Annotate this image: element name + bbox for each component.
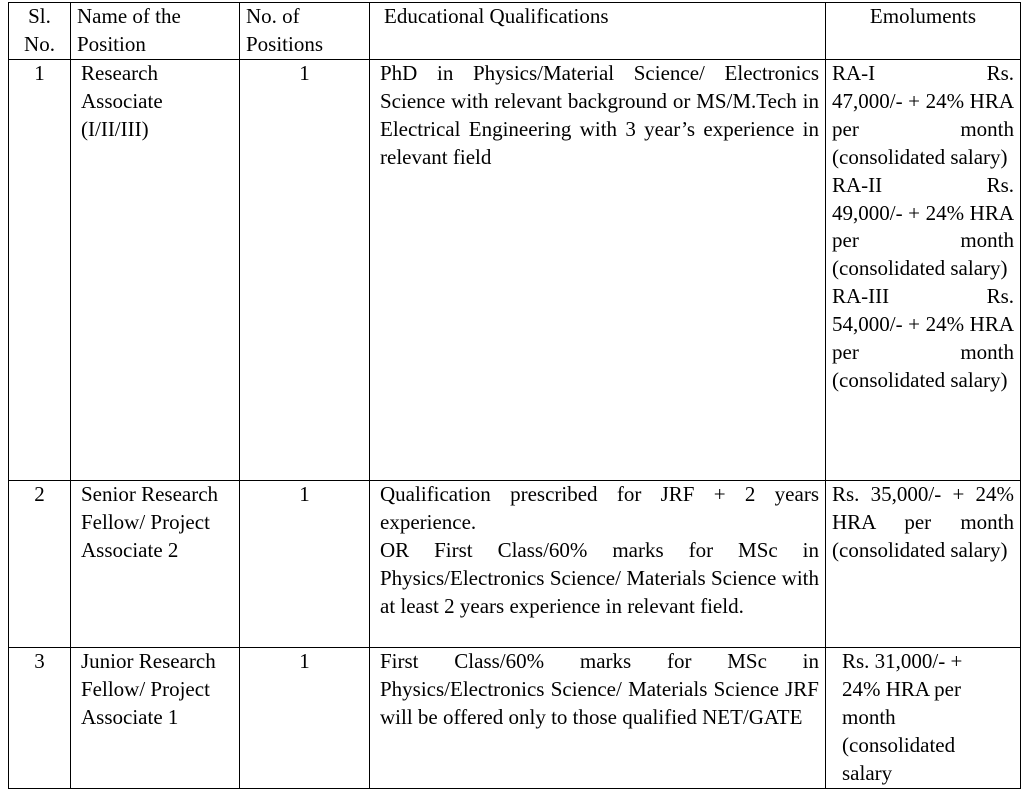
positions-table: [8, 2, 1021, 789]
row-qualifications: [370, 60, 826, 481]
emolument-entry-ra-i: [832, 60, 1014, 172]
header-emoluments: Emoluments: [826, 3, 1021, 60]
emolument-detail: 47,000/- + 24% HRA per month (consolidated salary): [832, 88, 1014, 169]
emolument-currency: Rs.: [986, 61, 1014, 85]
header-number-of-positions: No. of Positions: [240, 3, 370, 60]
row-number-of-positions: 1: [240, 481, 370, 648]
row-position-name: Junior Research Fellow/ Project Associate 1: [71, 648, 240, 789]
header-educational-qualifications: Educational Qualifications: [370, 3, 826, 60]
emolument-currency: Rs.: [986, 172, 1014, 197]
table-row: [9, 60, 1021, 481]
row-emoluments: Rs. 35,000/- + 24% HRA per month (consolidated salary): [826, 481, 1021, 648]
row-qualifications: [370, 648, 826, 789]
qualification-paragraph: First Class/60% marks for MSc in Physics/Electronics Science/ Materials Science JRF will be offered only to those qualified NET/GATE: [380, 649, 819, 729]
emolument-entry-ra-ii: [832, 172, 1014, 284]
row-sl-no: 3: [9, 648, 71, 789]
row-position-name: Research Associate (I/II/III): [71, 60, 240, 481]
row-number-of-positions: 1: [240, 648, 370, 789]
table-row: [9, 481, 1021, 648]
row-qualifications: [370, 481, 826, 648]
emolument-detail: 54,000/- + 24% HRA per month (consolidated salary): [832, 312, 1014, 392]
qualification-paragraph: PhD in Physics/Material Science/ Electronics Science with relevant background or MS/M.Tech in Electrical Engineering with 3 year’s experience in relevant field: [380, 61, 819, 169]
row-emoluments: Rs. 31,000/- + 24% HRA per month (consolidated salary: [826, 648, 1021, 789]
emolument-grade: RA-II: [832, 172, 883, 197]
emolument-currency: Rs.: [986, 284, 1014, 309]
table-row: [9, 648, 1021, 789]
emolument-grade: RA-III: [832, 284, 890, 309]
qualification-paragraph: OR First Class/60% marks for MSc in Physics/Electronics Science/ Materials Science with at least 2 years experience in relevant field.: [380, 537, 819, 618]
header-position-name: Name of the Position: [71, 3, 240, 60]
table-header-row: [9, 3, 1021, 60]
row-sl-no: 1: [9, 60, 71, 481]
emolument-entry-ra-iii: [832, 283, 1014, 395]
row-emoluments: [826, 60, 1021, 481]
emolument-detail: 49,000/- + 24% HRA per month (consolidated salary): [832, 200, 1014, 281]
row-position-name: Senior Research Fellow/ Project Associate 2: [71, 481, 240, 648]
header-sl-no: Sl. No.: [9, 3, 71, 60]
emolument-grade: RA-I: [832, 61, 876, 85]
row-number-of-positions: 1: [240, 60, 370, 481]
qualification-paragraph: Qualification prescribed for JRF + 2 years experience.: [380, 482, 819, 534]
row-sl-no: 2: [9, 481, 71, 648]
